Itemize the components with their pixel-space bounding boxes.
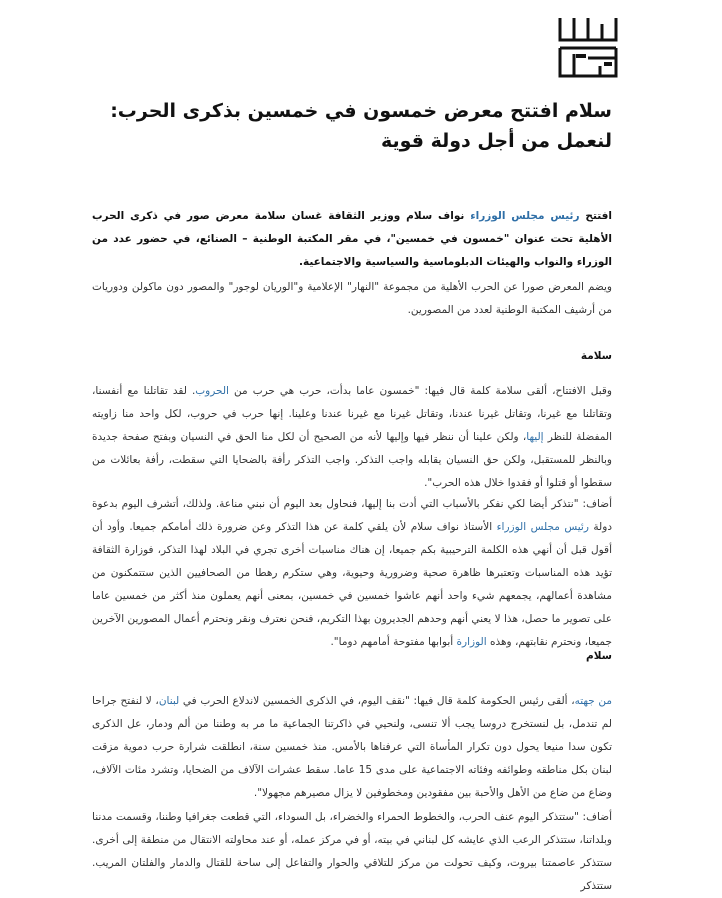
p4-text-2: الأستاذ نواف سلام لأن يلقي كلمة عن هذا التذكر وعن ضرورة ذلك أمامكم جميعا. وأود أن أقول قبل أن أنهي هذه الكلمة الترحيبية بكم جميعا، إن هناك مناسبات أخرى تجري في البلاد لهذا التذكر، فوزارة الثقافة تؤيد هذه المناسبات وتعتبرها ظاهرة صحية وضرورية وحيوية، وهي ستكرم رهطا من الصحافيين الذين ستتمكنون من مشاهدة أعمالهم، يجمعهم شيء واحد أنهم عاشوا خمسين في خمسين، بمعنى أنهم يعملون منذ أكثر من خمسين عاما على تصوير ما حصل، هذا لا يعني أنهم وحدهم الجديرون بهذا التكريم، فنحن نعترف ونقر ونحترم أعمال المصورين الآخرين جميعا، ونحترم نقابتهم، وهذه <box>92 521 612 648</box>
p3-text-2: . لقد تقاتلنا مع أنفسنا، وتقاتلنا مع غيرنا، وتقاتل غيرنا عندنا، وتقاتل غيرنا مع غيرنا عندنا وعلينا. إنها حرب في حروب، لكل واحد منا زاويته المفضلة للنظر <box>92 385 612 443</box>
paragraph-salam-added: أضاف: "ستتذكر اليوم عنف الحرب، والخطوط الحمراء والخضراء، بل السوداء، التي قطعت جغرافيا وطننا، وقسمت مدننا وبلداتنا، ستتذكر الرعب الذي عايشه كل لبناني في بيته، أو في مركز عمله، أو عند محاولته الانتقال من منطقة إلى أخرى. ستتذكر عاصمتنا بيروت، وكيف تحولت من مركز للتلاقي والحوار والتفاعل إلى ساحة للقتال والدمار والفلتان المريب. ستتذكر <box>92 811 612 892</box>
p3-text-1: وقبل الافتتاح، ألقى سلامة كلمة قال فيها: "خمسون عاما بدأت، حرب هي حرب من <box>228 385 612 397</box>
p4-text-3: أبوابها مفتوحة أمامهم دوما". <box>330 636 457 648</box>
link-prime-minister-2[interactable]: رئيس مجلس الوزراء <box>496 521 589 533</box>
link-prime-minister[interactable]: رئيس مجلس الوزراء <box>470 210 580 222</box>
section-heading-salam: سلام <box>586 650 612 662</box>
site-logo[interactable] <box>556 14 620 80</box>
paragraph-salam-speech <box>92 690 612 805</box>
link-ministry[interactable]: الوزارة <box>456 636 487 648</box>
lead-text-2: نواف سلام ووزير الثقافة غسان سلامة معرض صور في ذكرى الحرب الأهلية تحت عنوان "خمسون في خمسين"، في مقر المكتبة الوطنية – الصنائع، في حضور عدد من الوزراء والنواب والهيئات الدبلوماسية والسياسية والاجتماعية. <box>92 210 612 268</box>
p5-text-2: ، لا لنفتح جراحا لم تندمل، بل لنستخرج دروسا يجب ألا تنسى، ولنحيي في ذاكرتنا الجماعية ما مر به وطننا من ألم ودمار، عل الذكرى تكون سدا منيعا يحول دون تكرار المأساة التي عرفناها بالأمس. منذ خمسين سنة، انطلقت شرارة حرب دموية مزقت لبنان بكل مناطقه وطوائفه وفئاته الاجتماعية على مدى 15 عاما. سقط عشرات الآلاف من الضحايا، وتشرد مئات الآلاف، وضاع من ضاع من الأهل والأحبة بين مفقودين ومخطوفين لا يزال مصيرهم مجهولا". <box>92 695 612 799</box>
paragraph-salameh-added <box>92 493 612 654</box>
paragraph-salameh-speech <box>92 380 612 495</box>
section-heading-salameh: سلامة <box>580 350 612 362</box>
lead-text-1: افتتح <box>579 210 612 222</box>
p4-text-1: أضاف: "نتذكر أيضا لكي نفكر بالأسباب التي أدت بنا إليها، فنحاول بعد اليوم أن نبني مناعة. ولذلك، أتشرف اليوم بدعوة دولة <box>92 498 612 533</box>
paragraph-exhibit: ويضم المعرض صورا عن الحرب الأهلية من مجموعة "النهار" الإعلامية و"الوريان لوجور" والمصور دون ماكولن ودوريات من أرشيف المكتبة الوطنية لعدد من المصورين. <box>92 281 612 316</box>
article-lead <box>92 205 612 274</box>
p5-text-1: ، ألقى رئيس الحكومة كلمة قال فيها: "نقف اليوم، في الذكرى الخمسين لاندلاع الحرب في <box>179 695 575 707</box>
link-to-it[interactable]: إليها <box>526 431 544 443</box>
article-title: سلام افتتح معرض خمسون في خمسين بذكرى الحرب: لنعمل من أجل دولة قوية <box>110 100 612 152</box>
link-lebanon[interactable]: لبنان <box>158 695 180 707</box>
link-wars[interactable]: الحروب <box>195 385 229 397</box>
p3-text-3: ، ولكن علينا أن ننظر فيها وإليها لأنه من الصحيح أن لكل منا الحق في النسيان وبفتح صفحة جديدة وبالنظر للمستقبل، ولكن حق النسيان يقابله واجب التذكر. واجب التذكر رأفة بالضحايا التي سقطت، رأفة بعائلات من سقطوا أو قتلوا أو فقدوا خلال هذه الحرب". <box>92 431 612 489</box>
link-on-his-part[interactable]: من جهته <box>574 695 612 707</box>
